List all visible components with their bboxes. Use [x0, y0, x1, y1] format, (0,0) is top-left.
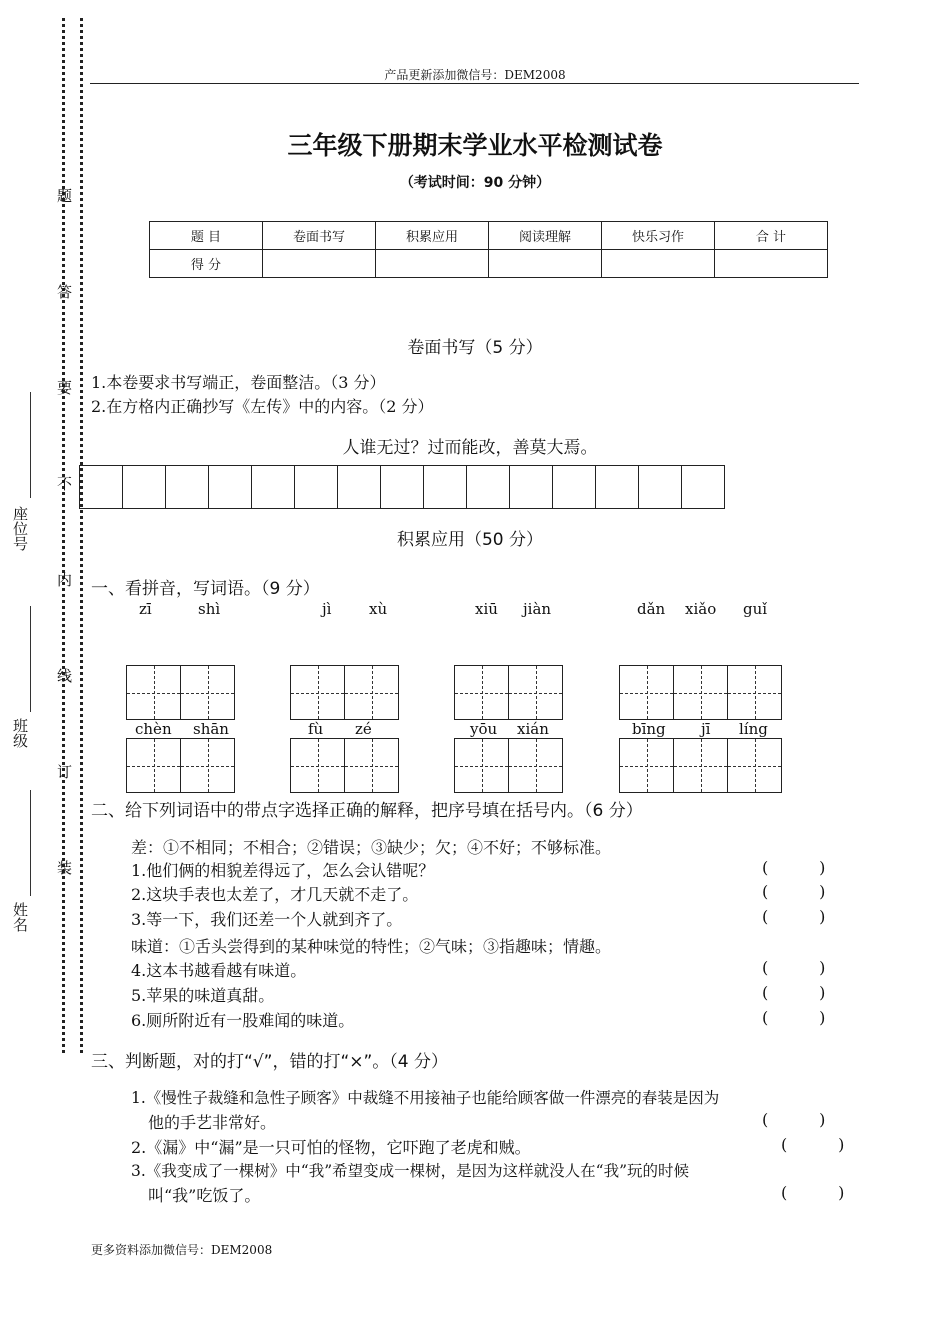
- pinyin: zé: [355, 720, 372, 738]
- answer-bracket[interactable]: ( ): [762, 858, 826, 877]
- field-name-line[interactable]: [30, 790, 31, 896]
- score-entry-cell[interactable]: [376, 250, 489, 278]
- q2-item: 2.这块手表也太差了，才几天就不走了。: [131, 885, 419, 904]
- q3-item-3-cont: 叫“我”吃饭了。: [148, 1186, 261, 1205]
- q3-item-3: 3.《我变成了一棵树》中“我”希望变成一棵树，是因为这样就没人在“我”玩的时候: [131, 1162, 689, 1180]
- copy-grid-cell[interactable]: [595, 465, 639, 509]
- tianzige-cell[interactable]: [344, 738, 399, 793]
- copy-grid-cell[interactable]: [423, 465, 467, 509]
- score-entry-cell[interactable]: [602, 250, 715, 278]
- section-accumulation-title: 积累应用（50 分）: [396, 530, 544, 550]
- tianzige-cell[interactable]: [727, 738, 782, 793]
- header-rule: [90, 83, 859, 84]
- q3-item-1: 1.《慢性子裁缝和急性子顾客》中裁缝不用接袖子也能给顾客做一件漂亮的春装是因为: [131, 1089, 720, 1107]
- copy-grid-cell[interactable]: [552, 465, 596, 509]
- tianzige-cell[interactable]: [180, 738, 235, 793]
- handwriting-item-2: 2.在方格内正确抄写《左传》中的内容。（2 分）: [91, 397, 434, 416]
- tianzige-cell[interactable]: [727, 665, 782, 720]
- section-handwriting-title: 卷面书写（5 分）: [407, 338, 543, 358]
- score-header-cell: 题 目: [150, 222, 263, 250]
- score-header-cell: 合 计: [715, 222, 828, 250]
- seal-char-4: 不: [55, 476, 73, 491]
- pinyin: jiàn: [523, 600, 552, 618]
- score-header-cell: 快乐习作: [602, 222, 715, 250]
- copy-grid-cell[interactable]: [466, 465, 510, 509]
- pinyin: zī: [139, 600, 152, 618]
- tianzige-cell[interactable]: [508, 738, 563, 793]
- score-header-cell: 卷面书写: [263, 222, 376, 250]
- score-table-score-row: [150, 250, 828, 278]
- q2-title: 二、给下列词语中的带点字选择正确的解释，把序号填在括号内。（6 分）: [91, 801, 643, 821]
- copy-grid-cell[interactable]: [294, 465, 338, 509]
- pinyin: xù: [369, 600, 388, 618]
- tianzige-cell[interactable]: [290, 738, 345, 793]
- seal-char-2: 答: [55, 284, 73, 299]
- pinyin: shì: [198, 600, 221, 618]
- score-header-cell: 阅读理解: [489, 222, 602, 250]
- q3-item-2: 2.《漏》中“漏”是一只可怕的怪物，它吓跑了老虎和贼。: [131, 1138, 531, 1157]
- q2-item: 3.等一下，我们还差一个人就到齐了。: [131, 910, 403, 929]
- tianzige-cell[interactable]: [126, 665, 181, 720]
- copy-grid-cell[interactable]: [509, 465, 553, 509]
- tianzige-3: [455, 665, 563, 720]
- footer-note: 更多资料添加微信号：DEM2008: [91, 1243, 273, 1257]
- score-entry-cell[interactable]: [263, 250, 376, 278]
- exam-duration: （考试时间：90 分钟）: [399, 175, 551, 191]
- pinyin: bīng: [632, 720, 666, 738]
- copy-grid-cell[interactable]: [165, 465, 209, 509]
- answer-bracket[interactable]: ( ): [762, 958, 826, 977]
- answer-bracket[interactable]: ( ): [762, 907, 826, 926]
- field-class-line[interactable]: [30, 606, 31, 712]
- tianzige-cell[interactable]: [180, 665, 235, 720]
- tianzige-7: [455, 738, 563, 793]
- q2-item: 5.苹果的味道真甜。: [131, 986, 275, 1005]
- copy-grid-cell[interactable]: [122, 465, 166, 509]
- tianzige-1: [127, 665, 235, 720]
- tianzige-cell[interactable]: [619, 738, 674, 793]
- seal-char-1: 题: [55, 188, 73, 203]
- tianzige-4: [620, 665, 782, 720]
- score-header-cell: 积累应用: [376, 222, 489, 250]
- seal-char-8: 装: [55, 860, 73, 875]
- answer-bracket[interactable]: ( ): [762, 1110, 826, 1129]
- pinyin: xián: [517, 720, 549, 738]
- field-seat-number: 座位号: [11, 506, 29, 551]
- score-table: [149, 221, 828, 278]
- pinyin: yōu: [470, 720, 498, 738]
- copy-quote: 人谁无过？过而能改，善莫大焉。: [342, 438, 598, 458]
- score-entry-cell[interactable]: [489, 250, 602, 278]
- pinyin: dǎn: [637, 600, 666, 618]
- q3-title: 三、判断题，对的打“√”，错的打“×”。（4 分）: [91, 1052, 449, 1072]
- handwriting-item-1: 1.本卷要求书写端正，卷面整洁。（3 分）: [91, 373, 386, 392]
- answer-bracket[interactable]: ( ): [762, 1008, 826, 1027]
- seal-char-6: 线: [55, 668, 73, 683]
- pinyin: chèn: [135, 720, 172, 738]
- header-note: 产品更新添加微信号：DEM2008: [384, 68, 566, 82]
- copy-grid-cell[interactable]: [638, 465, 682, 509]
- q2-item: 6.厕所附近有一股难闻的味道。: [131, 1011, 355, 1030]
- field-name: 姓名: [11, 902, 29, 932]
- q2-item: 1.他们俩的相貌差得远了，怎么会认错呢？: [131, 861, 435, 880]
- page-title: 三年级下册期末学业水平检测试卷: [287, 131, 663, 160]
- pinyin: guǐ: [743, 600, 768, 618]
- tianzige-cell[interactable]: [454, 665, 509, 720]
- answer-bracket[interactable]: ( ): [762, 882, 826, 901]
- answer-bracket[interactable]: ( ): [762, 983, 826, 1002]
- tianzige-cell[interactable]: [454, 738, 509, 793]
- tianzige-2: [291, 665, 399, 720]
- pinyin: xiǎo: [685, 600, 717, 618]
- copy-grid-cell[interactable]: [337, 465, 381, 509]
- copy-grid-cell[interactable]: [251, 465, 295, 509]
- tianzige-5: [127, 738, 235, 793]
- tianzige-8: [620, 738, 782, 793]
- tianzige-cell[interactable]: [344, 665, 399, 720]
- copy-grid-cell[interactable]: [79, 465, 123, 509]
- q1-title: 一、看拼音，写词语。（9 分）: [91, 579, 320, 599]
- tianzige-cell[interactable]: [673, 665, 728, 720]
- copy-grid-cell[interactable]: [681, 465, 725, 509]
- tianzige-cell[interactable]: [619, 665, 674, 720]
- pinyin: líng: [739, 720, 768, 738]
- pinyin: shān: [193, 720, 229, 738]
- answer-bracket[interactable]: ( ): [781, 1183, 845, 1202]
- tianzige-cell[interactable]: [126, 738, 181, 793]
- score-table-header-row: [150, 222, 828, 250]
- score-row-label: 得 分: [150, 250, 263, 278]
- seal-char-5: 内: [55, 572, 73, 587]
- seal-char-3: 要: [55, 380, 73, 395]
- tianzige-cell[interactable]: [290, 665, 345, 720]
- copy-grid: [80, 465, 725, 509]
- q2-definition-weidao: 味道：①舌头尝得到的某种味觉的特性；②气味；③指趣味；情趣。: [131, 937, 612, 956]
- copy-grid-cell[interactable]: [208, 465, 252, 509]
- seal-char-7: 订: [55, 764, 73, 779]
- q2-item: 4.这本书越看越有味道。: [131, 961, 307, 980]
- field-class: 班级: [11, 718, 29, 748]
- answer-bracket[interactable]: ( ): [781, 1135, 845, 1154]
- q2-definition-cha: 差：①不相同；不相合；②错误；③缺少；欠；④不好；不够标准。: [131, 838, 612, 857]
- score-entry-cell[interactable]: [715, 250, 828, 278]
- pinyin: xiū: [475, 600, 498, 618]
- copy-grid-cell[interactable]: [380, 465, 424, 509]
- pinyin: jī: [701, 720, 711, 738]
- tianzige-cell[interactable]: [508, 665, 563, 720]
- tianzige-6: [291, 738, 399, 793]
- tianzige-cell[interactable]: [673, 738, 728, 793]
- pinyin: jì: [322, 600, 332, 618]
- q3-item-1-cont: 他的手艺非常好。: [148, 1113, 277, 1132]
- pinyin: fù: [308, 720, 324, 738]
